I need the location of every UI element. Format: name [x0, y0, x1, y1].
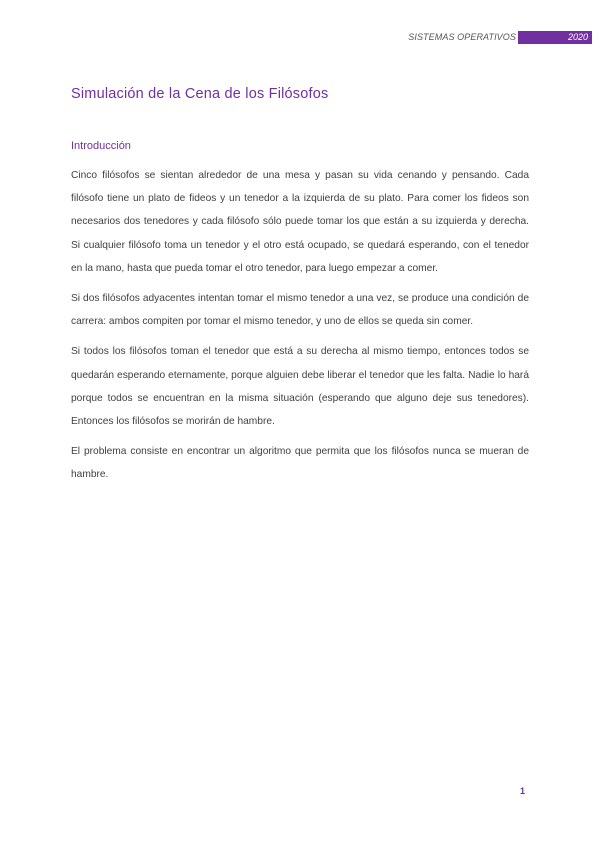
page-header — [408, 30, 592, 44]
section-heading-introduccion: Introducción — [71, 140, 131, 152]
page-number: 1 — [520, 786, 526, 796]
paragraph: Cinco filósofos se sientan alrededor de una mesa y pasan su vida cenando y pensando. Cada filósofo tiene un plato de fideos y un tenedor a la izquierda de su plato. Para comer los fideos son necesarios dos tenedores y cada filósofo sólo puede tomar los que están a su izquierda y derecha. Si cualquier filósofo toma un tenedor y el otro está ocupado, se quedará esperando, con el tenedor en la mano, hasta que pueda tomar el otro tenedor, para luego empezar a comer. — [71, 170, 529, 274]
paragraph: Si todos los filósofos toman el tenedor que está a su derecha al mismo tiempo, entonces todos se quedarán esperando eternamente, porque alguien debe liberar el tenedor que les falta. Nadie lo hará porque todos se encuentran en la misma situación (esperando que alguno deje sus tenedores). Entonces los filósofos se morirán de hambre. — [71, 346, 529, 428]
paragraph: El problema consiste en encontrar un algoritmo que permita que los filósofos nunca se mueran de hambre. — [71, 446, 529, 481]
paragraph: Si dos filósofos adyacentes intentan tomar el mismo tenedor a una vez, se produce una condición de carrera: ambos compiten por tomar el mismo tenedor, y uno de ellos se queda sin comer. — [71, 293, 529, 328]
header-title: SISTEMAS OPERATIVOS — [408, 32, 516, 42]
body-text — [71, 164, 529, 494]
header-year-badge: 2020 — [518, 31, 592, 44]
document-title: Simulación de la Cena de los Filósofos — [71, 86, 329, 102]
